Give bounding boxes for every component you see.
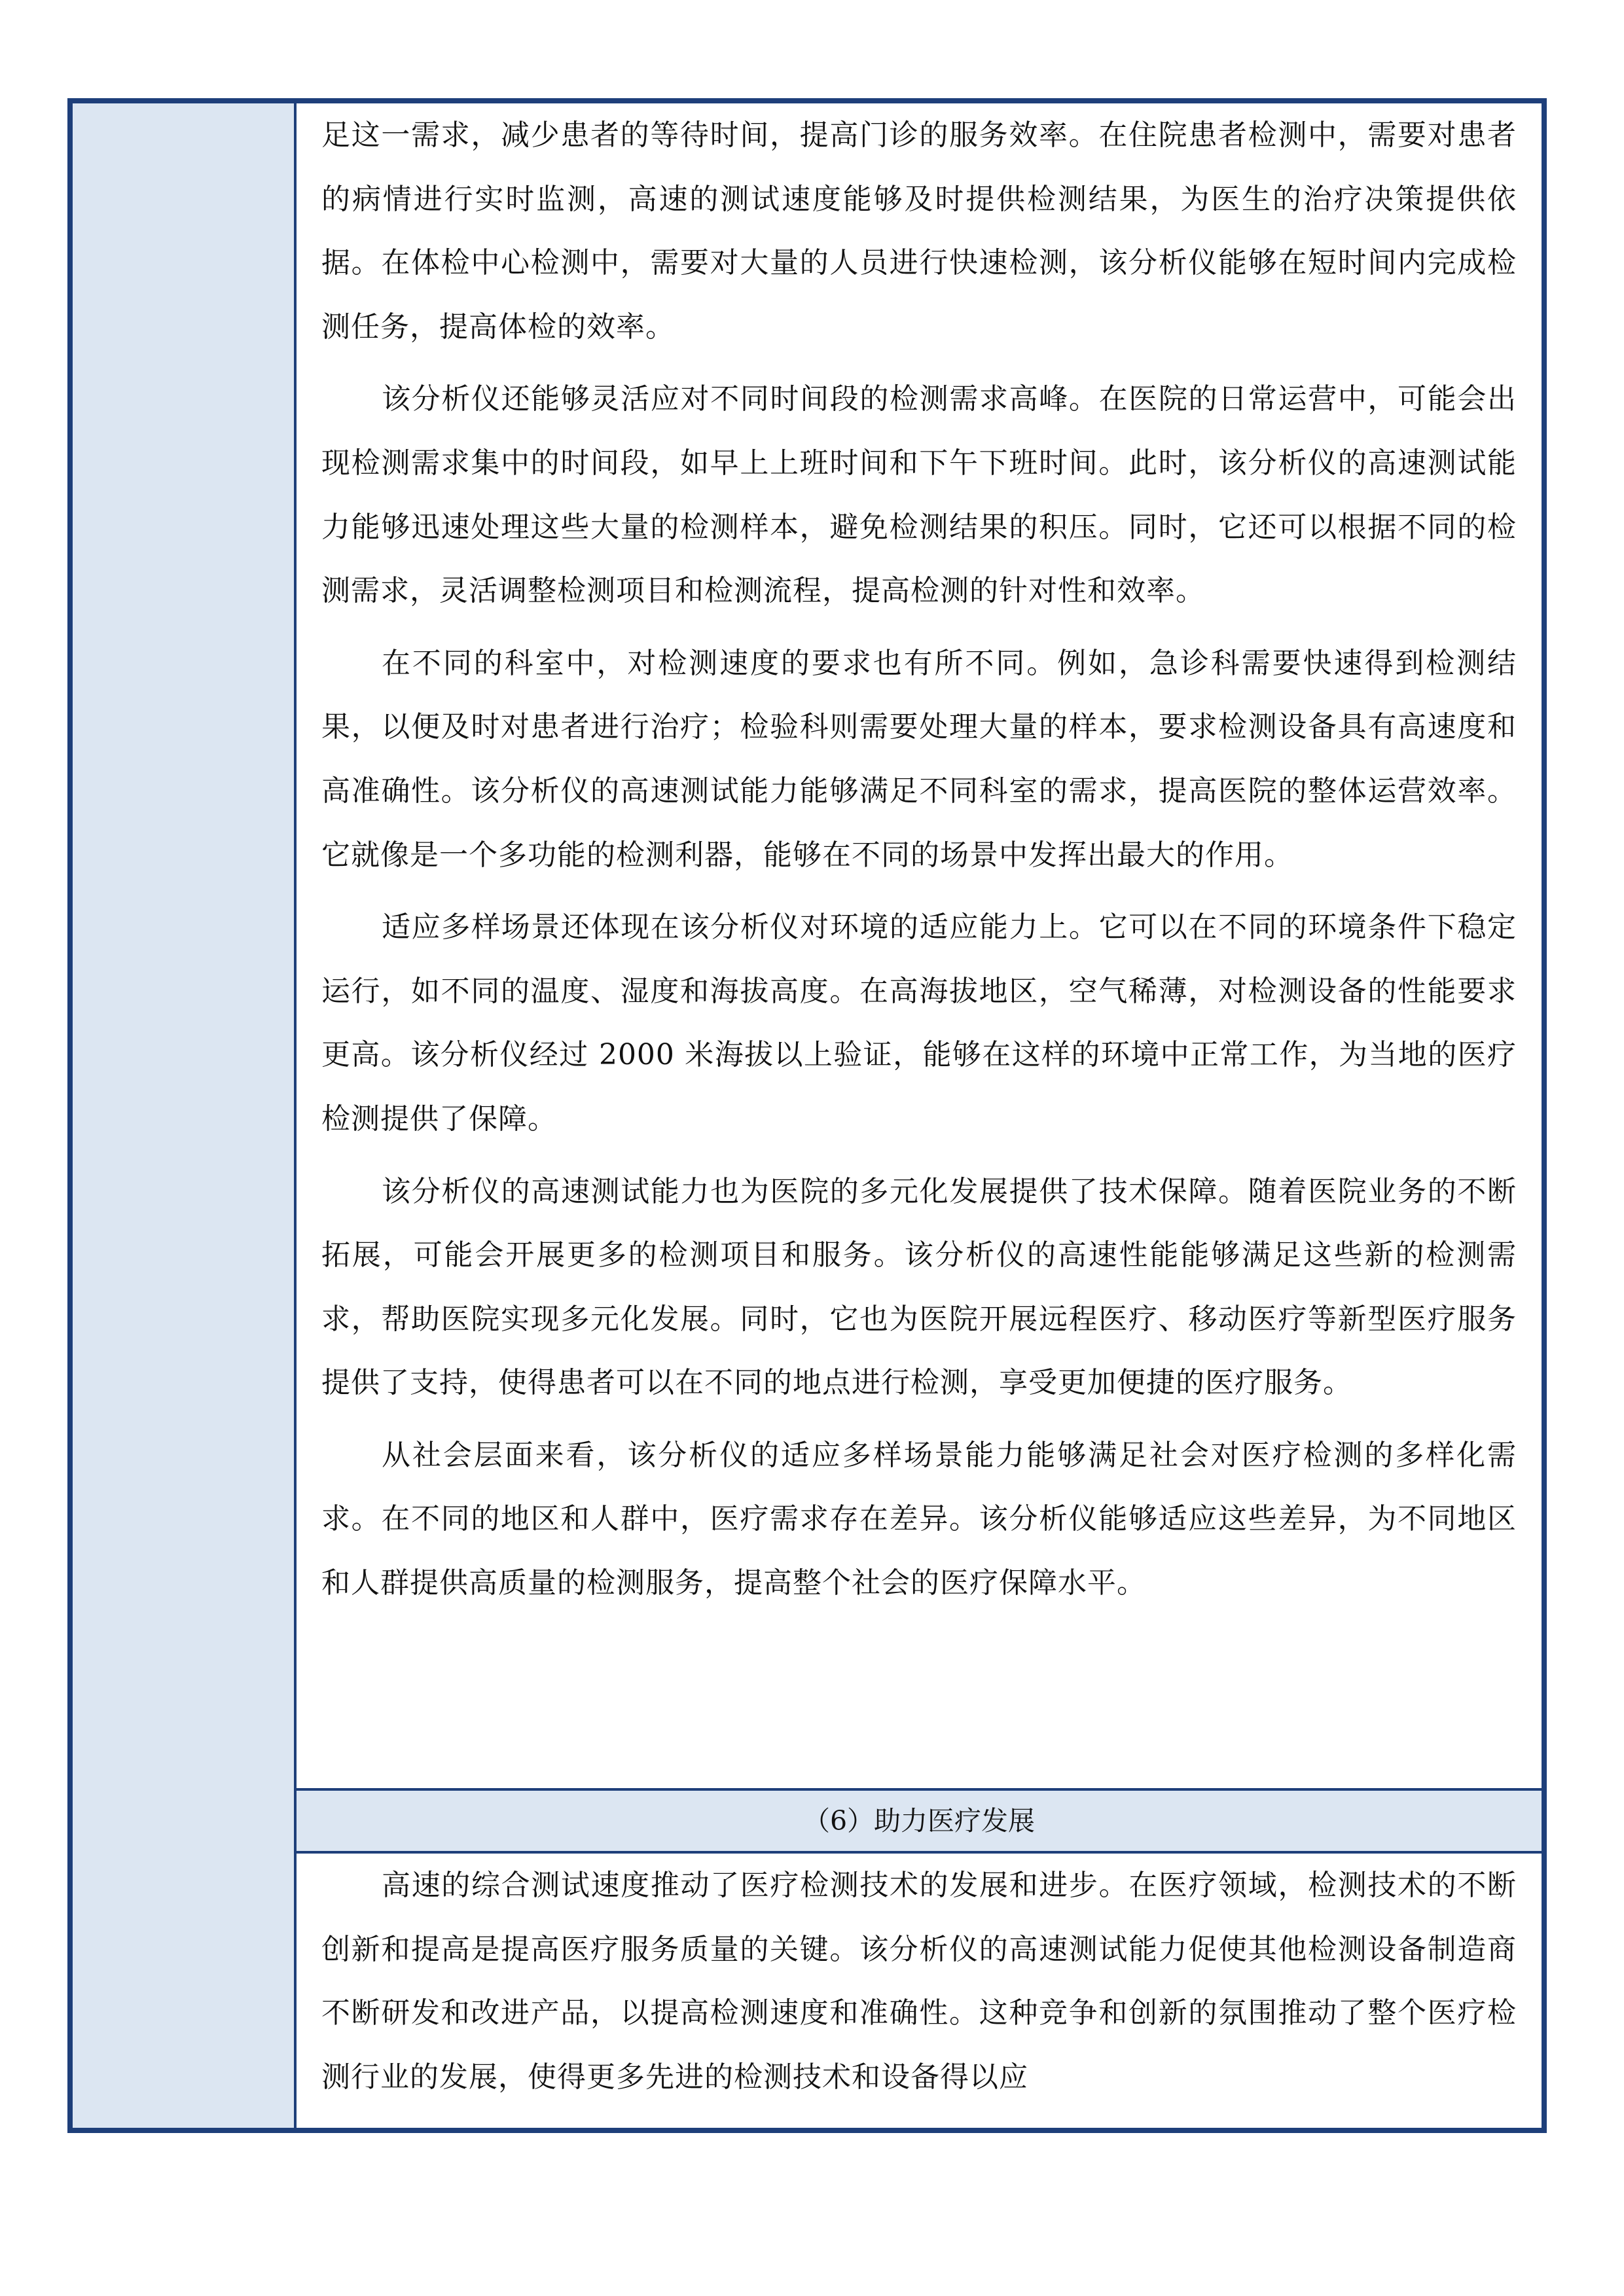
right-content-column <box>297 103 1542 2128</box>
paragraph-continued: 足这一需求，减少患者的等待时间，提高门诊的服务效率。在住院患者检测中，需要对患者的病情进行实时监测，高速的测试速度能够及时提供检测结果，为医生的治疗决策提供依据。在体检中心检测中，需要对大量的人员进行快速检测，该分析仪能够在短时间内完成检测任务，提高体检的效率。 <box>321 118 1517 344</box>
content-cell-top <box>297 103 1542 1791</box>
section-heading: （6）助力医疗发展 <box>297 1791 1542 1854</box>
left-label-column <box>73 103 297 2128</box>
paragraph: 从社会层面来看，该分析仪的适应多样场景能力能够满足社会对医疗检测的多样化需求。在不同的地区和人群中，医疗需求存在差异。该分析仪能够适应这些差异，为不同地区和人群提供高质量的检测服务，提高整个社会的医疗保障水平。 <box>321 1438 1517 1600</box>
paragraph: 该分析仪的高速测试能力也为医院的多元化发展提供了技术保障。随着医院业务的不断拓展，可能会开展更多的检测项目和服务。该分析仪的高速性能能够满足这些新的检测需求，帮助医院实现多元化发展。同时，它也为医院开展远程医疗、移动医疗等新型医疗服务提供了支持，使得患者可以在不同的地点进行检测，享受更加便捷的医疗服务。 <box>321 1174 1517 1400</box>
paragraph: 该分析仪还能够灵活应对不同时间段的检测需求高峰。在医院的日常运营中，可能会出现检测需求集中的时间段，如早上上班时间和下午下班时间。此时，该分析仪的高速测试能力能够迅速处理这些大量的检测样本，避免检测结果的积压。同时，它还可以根据不同的检测需求，灵活调整检测项目和检测流程，提高检测的针对性和效率。 <box>321 382 1517 608</box>
paragraph: 高速的综合测试速度推动了医疗检测技术的发展和进步。在医疗领域，检测技术的不断创新和提高是提高医疗服务质量的关键。该分析仪的高速测试能力促使其他检测设备制造商不断研发和改进产品，以提高检测速度和准确性。这种竞争和创新的氛围推动了整个医疗检测行业的发展，使得更多先进的检测技术和设备得以应 <box>321 1869 1517 2094</box>
content-table <box>67 98 1547 2133</box>
paragraph: 适应多样场景还体现在该分析仪对环境的适应能力上。它可以在不同的环境条件下稳定运行，如不同的温度、湿度和海拔高度。在高海拔地区，空气稀薄，对检测设备的性能要求更高。该分析仪经过 2000 米海拔以上验证，能够在这样的环境中正常工作，为当地的医疗检测提供了保障。 <box>321 910 1517 1136</box>
paragraph: 在不同的科室中，对检测速度的要求也有所不同。例如，急诊科需要快速得到检测结果，以便及时对患者进行治疗；检验科则需要处理大量的样本，要求检测设备具有高速度和高准确性。该分析仪的高速测试能力能够满足不同科室的需求，提高医院的整体运营效率。它就像是一个多功能的检测利器，能够在不同的场景中发挥出最大的作用。 <box>321 646 1517 872</box>
content-cell-bottom <box>297 1854 1542 2128</box>
